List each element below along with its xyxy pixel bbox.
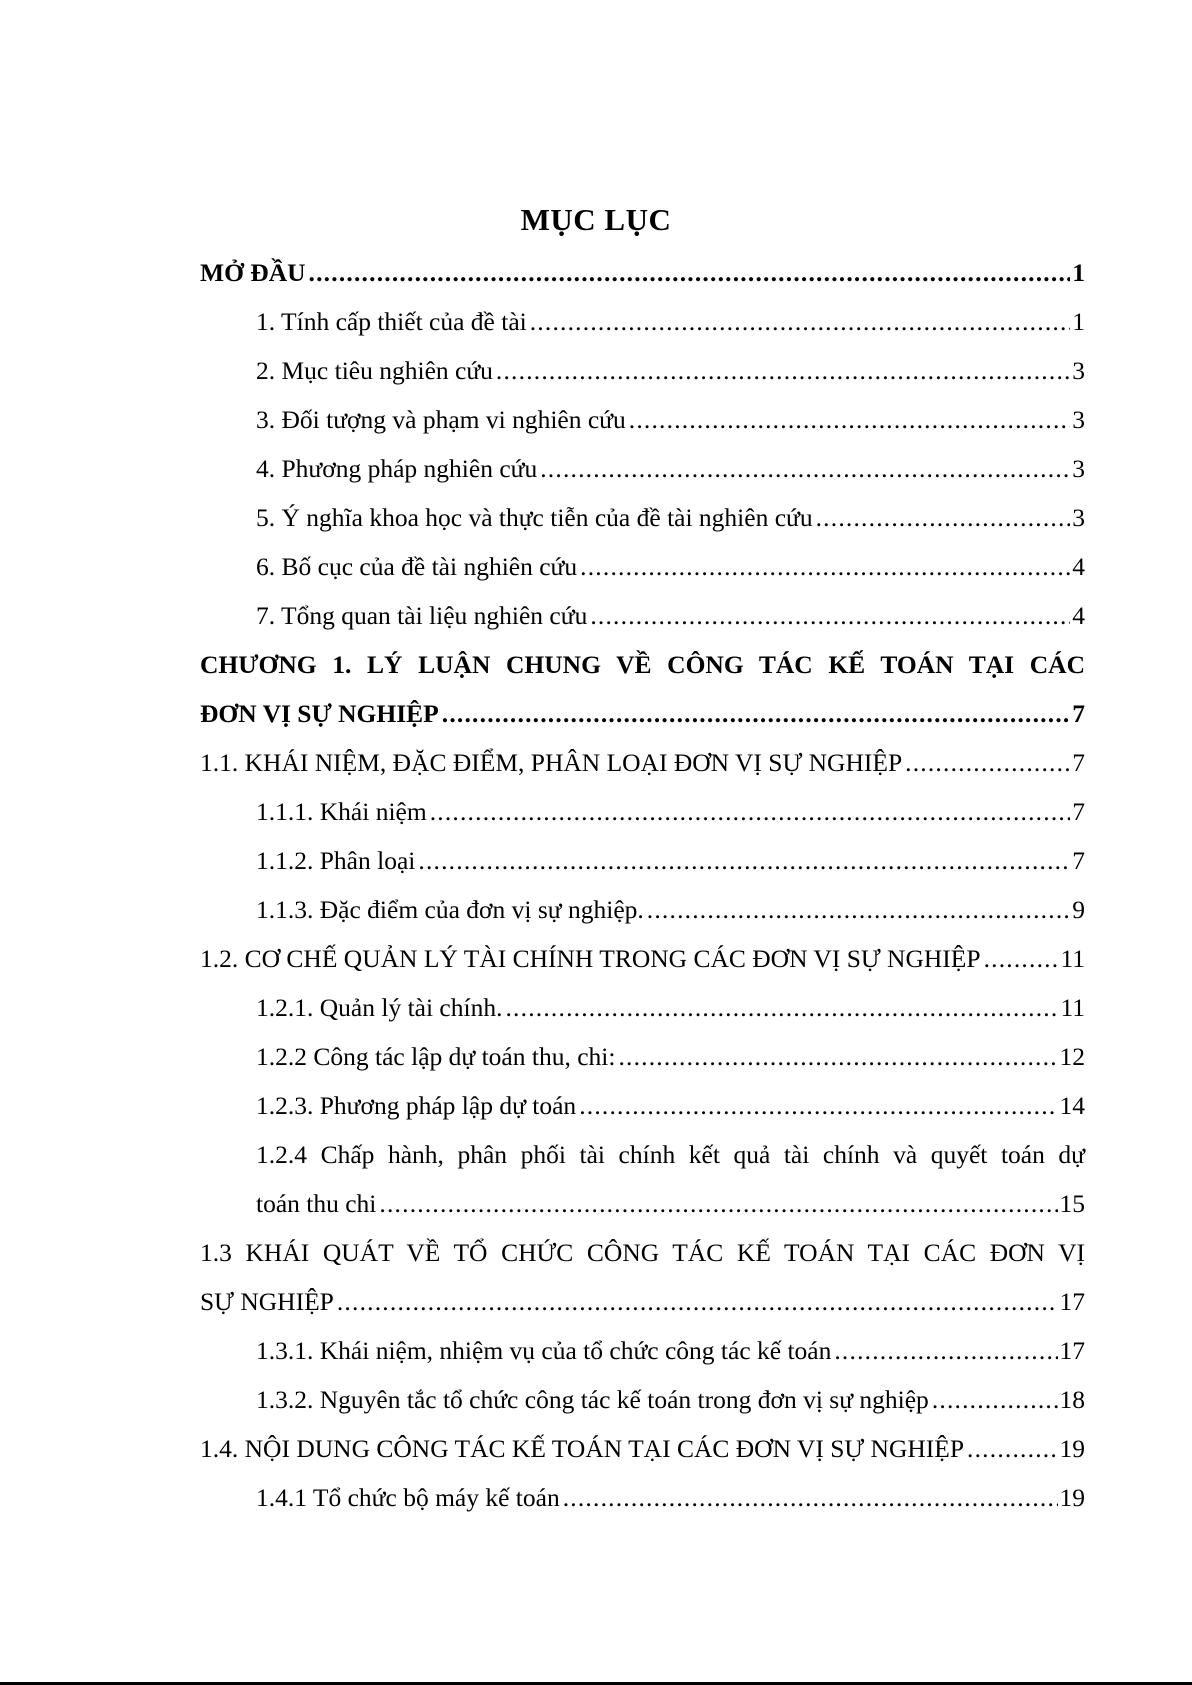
toc-entry-wrapped-line <box>200 640 1085 689</box>
toc-entry-wrapped-line <box>200 1228 1085 1277</box>
toc-entry-label: 3. Đối tượng và phạm vi nghiên cứu <box>256 405 626 434</box>
dot-leader <box>816 493 1071 542</box>
dot-leader <box>580 542 1070 591</box>
toc-entry <box>200 1424 1085 1473</box>
toc-entry-label: 1.2.2 Công tác lập dự toán thu, chi: <box>256 1042 616 1071</box>
toc-entry-page: 3 <box>1072 503 1085 532</box>
toc-entry-page: 7 <box>1072 797 1085 826</box>
toc-entry-label: 1.2.1. Quản lý tài chính. <box>256 993 503 1022</box>
toc-entry-page: 14 <box>1059 1091 1085 1120</box>
dot-leader <box>505 983 1058 1032</box>
toc-entry-page: 4 <box>1072 552 1085 581</box>
dot-leader <box>967 1424 1057 1473</box>
toc-entry-label: ĐƠN VỊ SỰ NGHIỆP <box>200 699 439 728</box>
dot-leader <box>379 1179 1057 1228</box>
dot-leader <box>629 395 1071 444</box>
toc-entry <box>200 542 1085 591</box>
toc-entry-label: CHƯƠNG 1. LÝ LUẬN CHUNG VỀ CÔNG TÁC KẾ TOÁN TẠI CÁC <box>200 650 1085 679</box>
toc-entry-page: 1 <box>1072 258 1085 287</box>
toc-entry-page: 17 <box>1059 1336 1085 1365</box>
toc-entry-label: 4. Phương pháp nghiên cứu <box>256 454 538 483</box>
toc-entry-label: 1.3.1. Khái niệm, nhiệm vụ của tổ chức công tác kế toán <box>256 1336 832 1365</box>
toc-entry <box>200 885 1085 934</box>
toc-entry-page: 7 <box>1072 699 1085 728</box>
dot-leader <box>540 444 1070 493</box>
toc-entry-page: 7 <box>1072 748 1085 777</box>
toc-entry-page: 9 <box>1072 895 1085 924</box>
toc-entry-label: SỰ NGHIỆP <box>200 1287 334 1316</box>
toc-entry <box>200 787 1085 836</box>
toc-entry-label: 1. Tính cấp thiết của đề tài <box>256 307 527 336</box>
toc-entry <box>200 983 1085 1032</box>
dot-leader <box>430 787 1071 836</box>
toc-entry <box>200 395 1085 444</box>
toc-entry-label: 1.4.1 Tổ chức bộ máy kế toán <box>256 1483 560 1512</box>
toc-entry-page: 17 <box>1059 1287 1085 1316</box>
toc-entry <box>200 1081 1085 1130</box>
dot-leader <box>496 346 1070 395</box>
toc-entry-label: 1.4. NỘI DUNG CÔNG TÁC KẾ TOÁN TẠI CÁC ĐƠN VỊ SỰ NGHIỆP <box>200 1434 965 1463</box>
toc-entry <box>200 934 1085 983</box>
toc-entry-label: 1.1.3. Đặc điểm của đơn vị sự nghiệp. <box>256 895 644 924</box>
toc-entry-label: 1.3.2. Nguyên tắc tổ chức công tác kế toán trong đơn vị sự nghiệp <box>256 1385 929 1414</box>
toc-entry-page: 3 <box>1072 356 1085 385</box>
dot-leader <box>442 689 1071 738</box>
toc-entry-label: 6. Bố cục của đề tài nghiên cứu <box>256 552 578 581</box>
toc-entry <box>200 591 1085 640</box>
toc-entry <box>200 738 1085 787</box>
toc-entry-page: 3 <box>1072 454 1085 483</box>
toc-entry-page: 11 <box>1060 944 1085 973</box>
toc-entry-label: 1.3 KHÁI QUÁT VỀ TỔ CHỨC CÔNG TÁC KẾ TOÁN TẠI CÁC ĐƠN VỊ <box>200 1238 1085 1267</box>
toc-title: MỤC LỤC <box>520 202 672 237</box>
toc-entry-label: 1.2.4 Chấp hành, phân phối tài chính kết quả tài chính và quyết toán dự <box>256 1140 1085 1169</box>
toc-entry-page: 3 <box>1072 405 1085 434</box>
toc-entry-label: MỞ ĐẦU <box>200 258 306 287</box>
toc-entry-label: 2. Mục tiêu nghiên cứu <box>256 356 493 385</box>
toc-entry <box>200 1032 1085 1081</box>
toc-entry <box>200 1473 1085 1522</box>
dot-leader <box>563 1473 1058 1522</box>
toc-entry-label: 1.2. CƠ CHẾ QUẢN LÝ TÀI CHÍNH TRONG CÁC ĐƠN VỊ SỰ NGHIỆP <box>200 944 981 973</box>
toc-entry <box>200 346 1085 395</box>
toc-entry-page: 18 <box>1059 1385 1085 1414</box>
toc-entry-page: 19 <box>1059 1434 1085 1463</box>
toc-entry-label: 1.1.1. Khái niệm <box>256 797 427 826</box>
toc-entry-label: 1.1. KHÁI NIỆM, ĐẶC ĐIỂM, PHÂN LOẠI ĐƠN VỊ SỰ NGHIỆP <box>200 748 903 777</box>
dot-leader <box>618 1032 1057 1081</box>
dot-leader <box>590 591 1070 640</box>
toc-entry-page: 4 <box>1072 601 1085 630</box>
toc-entry-page: 15 <box>1059 1189 1085 1218</box>
toc-entry <box>200 444 1085 493</box>
dot-leader <box>905 738 1070 787</box>
toc-entry-page: 7 <box>1072 846 1085 875</box>
toc-entry-label: 1.1.2. Phân loại <box>256 846 416 875</box>
toc-entry-page: 19 <box>1059 1483 1085 1512</box>
toc-entry-page: 12 <box>1059 1042 1085 1071</box>
toc-entry <box>200 297 1085 346</box>
toc-entry <box>200 1375 1085 1424</box>
toc-entry-label: 5. Ý nghĩa khoa học và thực tiễn của đề tài nghiên cứu <box>256 503 813 532</box>
toc-entry <box>200 1326 1085 1375</box>
dot-leader <box>834 1326 1057 1375</box>
toc-entry-label: toán thu chi <box>256 1189 377 1218</box>
dot-leader <box>932 1375 1058 1424</box>
dot-leader <box>418 836 1070 885</box>
dot-leader <box>647 885 1070 934</box>
toc-entry-label: 1.2.3. Phương pháp lập dự toán <box>256 1091 577 1120</box>
dot-leader <box>984 934 1059 983</box>
toc-entry-page: 1 <box>1072 307 1085 336</box>
dot-leader <box>309 248 1071 297</box>
dot-leader <box>530 297 1071 346</box>
toc-entry-page: 11 <box>1060 993 1085 1022</box>
toc-entry <box>200 1277 1085 1326</box>
toc-entry <box>200 493 1085 542</box>
dot-leader <box>337 1277 1058 1326</box>
table-of-contents <box>200 248 1085 1522</box>
toc-entry-label: 7. Tổng quan tài liệu nghiên cứu <box>256 601 588 630</box>
toc-entry-wrapped-line <box>200 1130 1085 1179</box>
toc-entry <box>200 836 1085 885</box>
toc-entry <box>200 1179 1085 1228</box>
dot-leader <box>579 1081 1057 1130</box>
toc-entry <box>200 248 1085 297</box>
toc-entry <box>200 689 1085 738</box>
